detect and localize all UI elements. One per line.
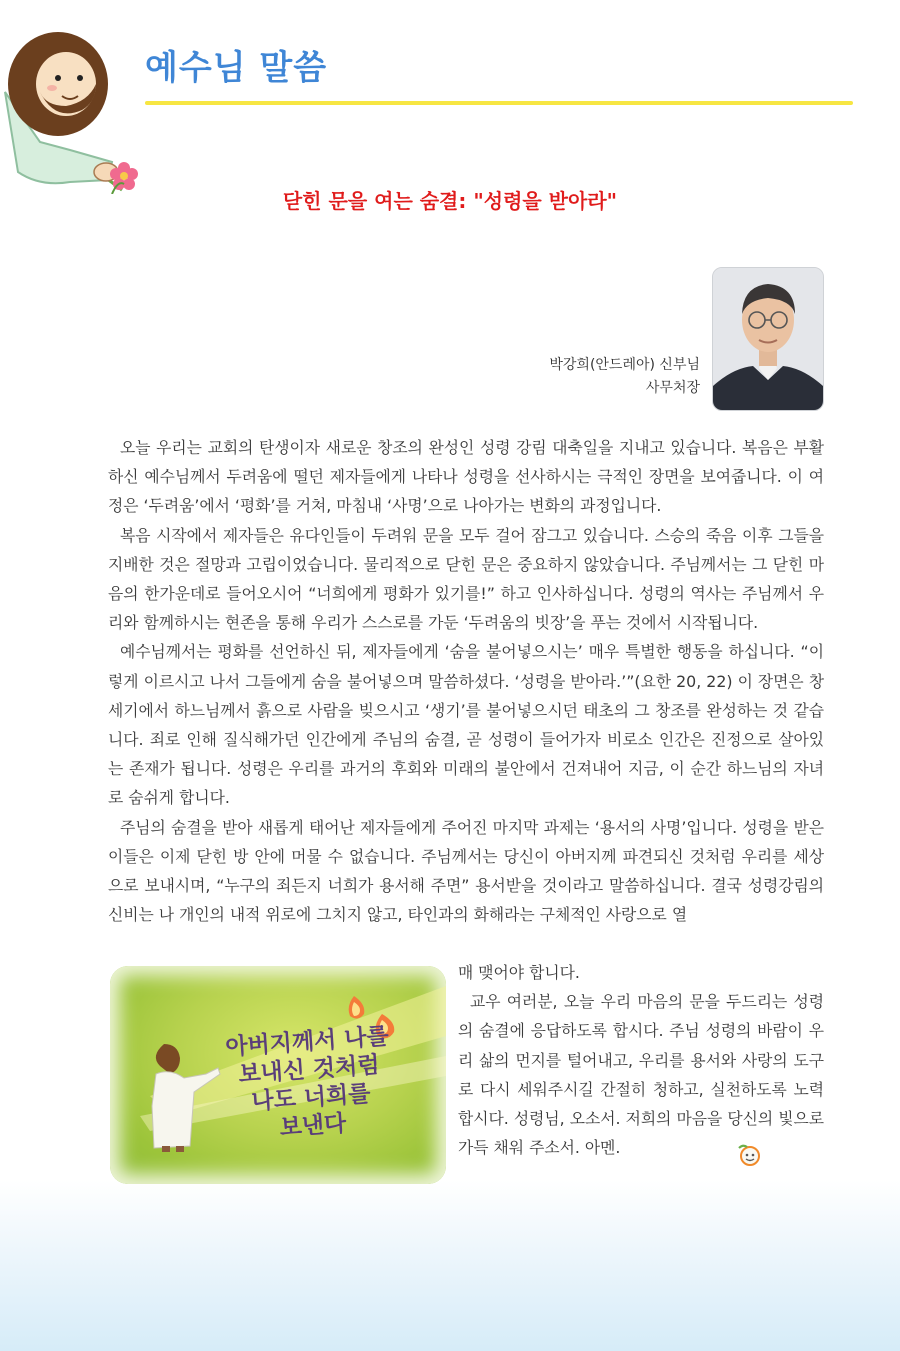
jesus-cartoon-icon xyxy=(0,22,150,194)
closing-paragraph: 교우 여러분, 오늘 우리 마음의 문을 두드리는 성령의 숨결에 응답하도록 합시다. 주님 성령의 바람이 우리 삶의 먼지를 털어내고, 우리를 용서와 사랑의 도구로 다시 세워주시길 간절히 청하고, 실천하도록 노력합시다. 성령님, 오소서. 저희의 마음을 당신의 빛으로 가득 채워 주소서. 아멘. xyxy=(458,992,824,1158)
section-title: 예수님 말씀 xyxy=(145,48,328,88)
illustration-caption: 아버지께서 나를 보내신 것처럼 나도 너희를 보낸다 xyxy=(224,1022,390,1142)
title-divider xyxy=(145,101,853,105)
body-paragraph: 예수님께서는 평화를 선언하신 뒤, 제자들에게 ‘숨을 불어넣으시는’ 매우 특별한 행동을 하십니다. “이렇게 이르시고 나서 그들에게 숨을 불어넣으며 말씀하셨다. ‘성령을 받아라.’”(요한 20, 22) 이 장면은 창세기에서 하느님께서 흙으로 사람을 빚으시고 ‘생기’를 불어넣으시던 태초의 그 창조를 완성하는 것 같습니다. 죄로 인해 질식해가던 인간에게 주님의 숨결, 곧 성령이 들어가자 비로소 인간은 진정으로 살아있는 존재가 됩니다. 성령은 우리를 과거의 후회와 미래의 불안에서 건져내어 지금, 이 순간 하느님의 자녀로 숨쉬게 합니다. xyxy=(108,642,824,808)
body-paragraph: 복음 시작에서 제자들은 유다인들이 두려워 문을 모두 걸어 잠그고 있습니다. 스승의 죽음 이후 그들을 지배한 것은 절망과 고립이었습니다. 물리적으로 닫힌 문은 중요하지 않았습니다. 주님께서는 그 닫힌 마음의 한가운데로 들어오시어 “너희에게 평화가 있기를!” 하고 인사하십니다. 성령의 역사는 주님께서 우리와 함께하시는 현존을 통해 우리가 스스로를 가둔 ‘두려움의 빗장’을 푸는 것에서 시작됩니다. xyxy=(108,525,824,633)
body-paragraph-continuation: 매 맺어야 합니다. xyxy=(458,963,580,982)
author-block xyxy=(549,354,700,400)
article-title: 닫힌 문을 여는 숨결: "성령을 받아라" xyxy=(282,189,618,213)
flame-icon xyxy=(349,996,365,1019)
author-photo xyxy=(712,267,824,411)
body-paragraph: 오늘 우리는 교회의 탄생이자 새로운 창조의 완성인 성령 강림 대축일을 지내고 있습니다. 복음은 부활하신 예수님께서 두려움에 떨던 제자들에게 나타나 성령을 선사하시는 극적인 장면을 보여줍니다. 이 여정은 ‘두려움’에서 ‘평화’를 거쳐, 마침내 ‘사명’으로 나아가는 변화의 과정입니다. xyxy=(108,438,824,516)
author-role: 사무처장 xyxy=(645,380,700,396)
smile-end-icon xyxy=(735,1142,763,1166)
author-name: 박강희(안드레아) 신부님 xyxy=(549,357,700,373)
article-body-continued xyxy=(458,958,824,1162)
body-paragraph: 주님의 숨결을 받아 새롭게 태어난 제자들에게 주어진 마지막 과제는 ‘용서의 사명’입니다. 성령을 받은 이들은 이제 닫힌 방 안에 머물 수 없습니다. 주님께서는 당신이 아버지께 파견되신 것처럼 우리를 세상으로 보내시며, “누구의 죄든지 너희가 용서해 주면” 용서받을 것이라고 말씀하십니다. 결국 성령강림의 신비는 나 개인의 내적 위로에 그치지 않고, 타인과의 화해라는 구체적인 사랑으로 열 xyxy=(108,817,824,925)
article-body xyxy=(108,433,824,929)
